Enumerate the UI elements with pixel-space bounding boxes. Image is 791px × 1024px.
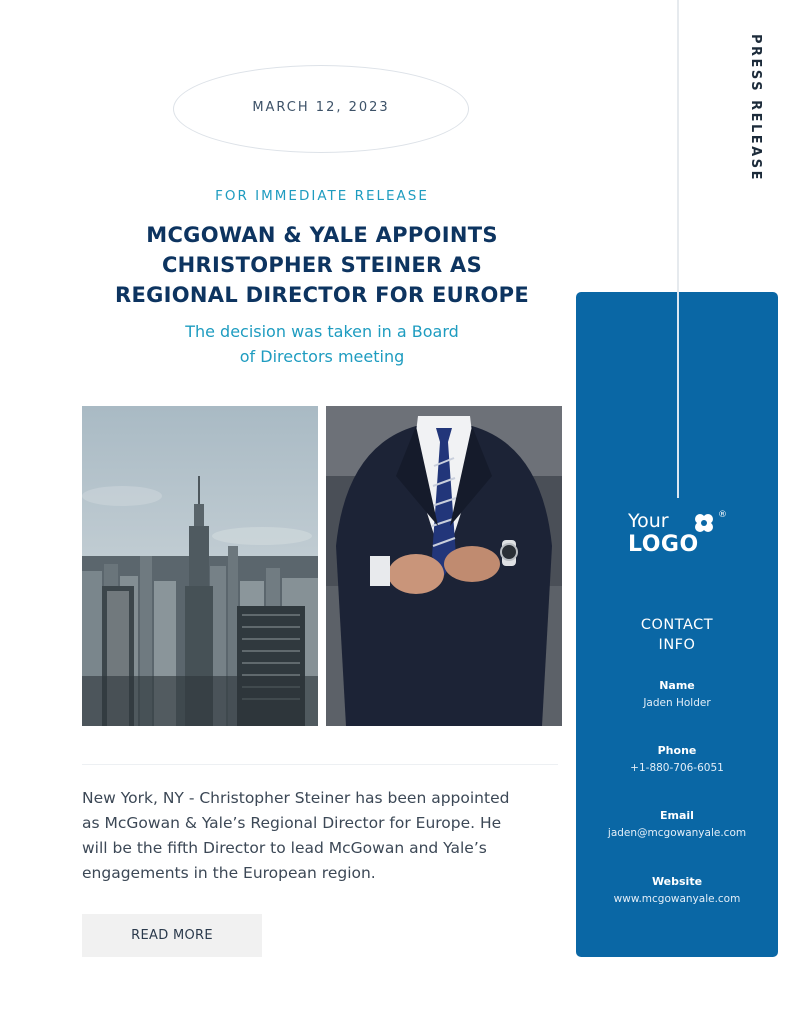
businessman-suit-photo bbox=[326, 406, 562, 726]
headline bbox=[82, 220, 562, 310]
contact-heading-line: CONTACT bbox=[640, 617, 714, 633]
body-line: New York, NY - Christopher Steiner has been appointed bbox=[82, 789, 510, 807]
contact-value[interactable]: www.mcgowanyale.com bbox=[613, 893, 741, 905]
release-date: MARCH 12, 2023 bbox=[252, 99, 390, 115]
panel-divider-line bbox=[677, 292, 679, 498]
contact-label: Name bbox=[659, 679, 695, 692]
date-badge bbox=[173, 65, 469, 153]
contact-phone bbox=[576, 743, 778, 777]
contact-value: Jaden Holder bbox=[643, 697, 711, 709]
press-release-label: PRESS RELEASE bbox=[748, 34, 763, 182]
body-line: will be the fifth Director to lead McGowan and Yale’s bbox=[82, 839, 487, 857]
headline-line: REGIONAL DIRECTOR FOR EUROPE bbox=[114, 283, 529, 307]
logo-mark-icon bbox=[694, 513, 714, 533]
contact-panel bbox=[576, 292, 778, 957]
contact-label: Email bbox=[660, 809, 694, 822]
contact-heading-line: INFO bbox=[658, 637, 696, 653]
contact-label: Phone bbox=[657, 744, 697, 757]
body-line: engagements in the European region. bbox=[82, 864, 376, 882]
contact-name bbox=[576, 678, 778, 712]
company-logo bbox=[628, 510, 738, 560]
city-skyline-photo bbox=[82, 406, 318, 726]
release-kicker: FOR IMMEDIATE RELEASE bbox=[215, 188, 429, 204]
headline-line: CHRISTOPHER STEINER AS bbox=[161, 253, 483, 277]
contact-heading bbox=[576, 615, 778, 655]
press-body bbox=[82, 786, 542, 886]
subheadline-line: The decision was taken in a Board bbox=[185, 322, 459, 341]
read-more-button[interactable]: READ MORE bbox=[82, 914, 262, 957]
contact-label: Website bbox=[651, 875, 703, 888]
headline-line: MCGOWAN & YALE APPOINTS bbox=[146, 223, 498, 247]
subheadline bbox=[82, 319, 562, 369]
logo-text-your: Your bbox=[628, 510, 669, 532]
logo-text-logo: LOGO bbox=[628, 532, 699, 557]
body-line: as McGowan & Yale’s Regional Director for Europe. He bbox=[82, 814, 502, 832]
content-divider bbox=[82, 764, 558, 765]
registered-mark: ® bbox=[718, 510, 727, 520]
contact-website bbox=[576, 874, 778, 908]
contact-value[interactable]: jaden@mcgowanyale.com bbox=[607, 827, 747, 839]
subheadline-line: of Directors meeting bbox=[239, 347, 405, 366]
contact-email bbox=[576, 808, 778, 842]
contact-value[interactable]: +1-880-706-6051 bbox=[630, 762, 724, 774]
